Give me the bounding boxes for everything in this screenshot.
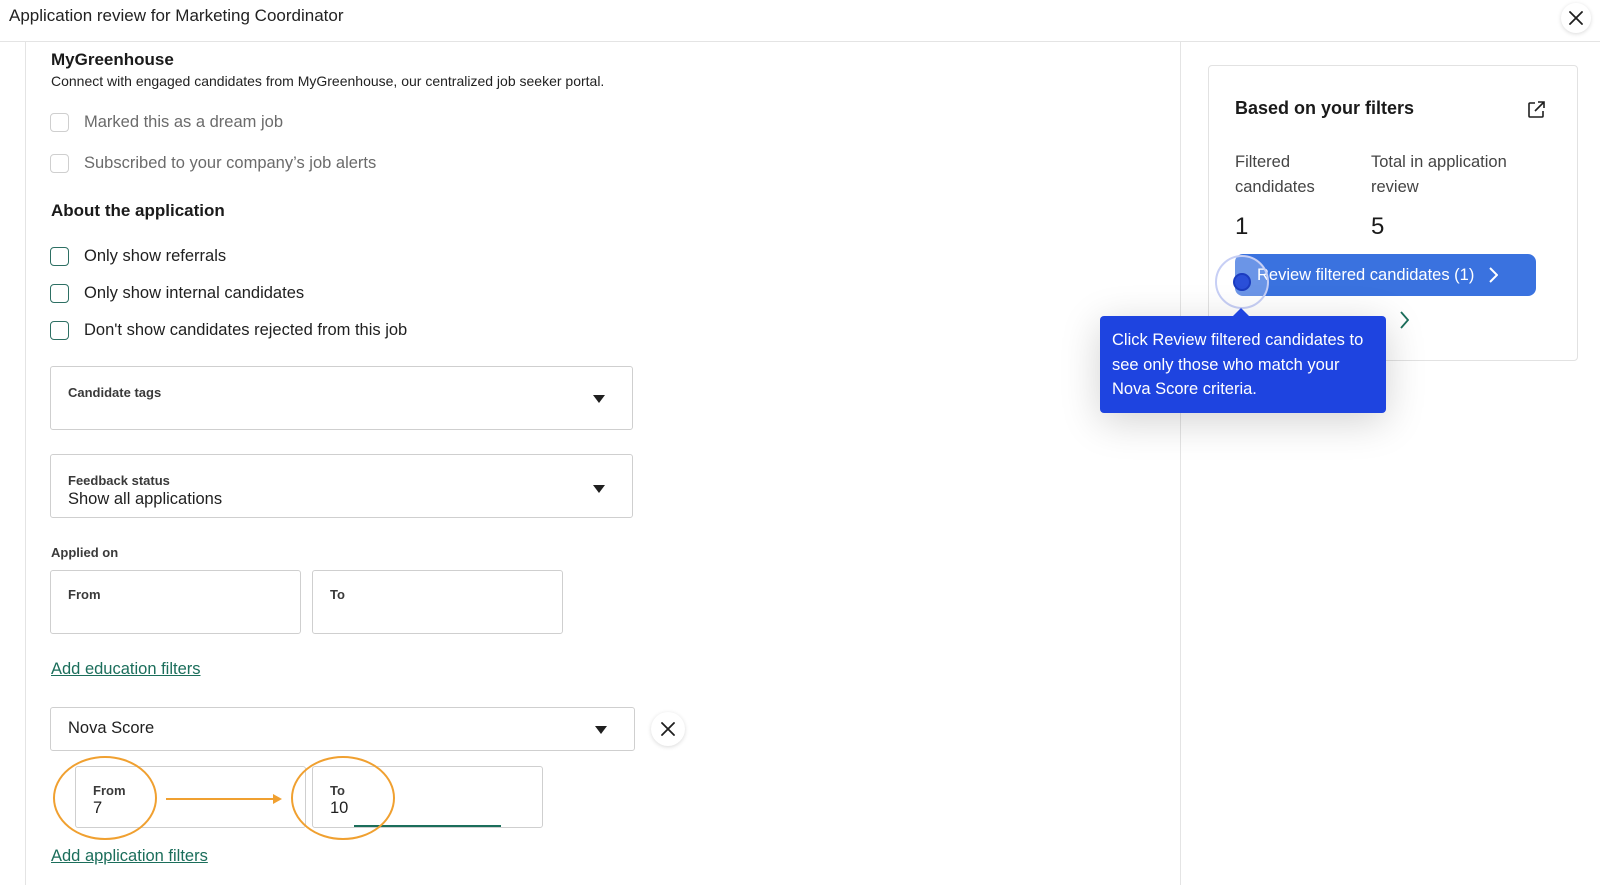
applied-on-label: Applied on — [51, 545, 119, 560]
filtered-candidates-label-line1: Filtered — [1235, 153, 1291, 171]
nova-from-input[interactable] — [75, 766, 306, 828]
rejected-candidates-label: Don't show candidates rejected from this job — [84, 320, 408, 339]
referrals-checkbox[interactable] — [50, 247, 69, 266]
filtered-candidates-label — [1235, 150, 1315, 200]
nova-from-value: 7 — [93, 799, 103, 817]
filtered-candidates-count: 1 — [1235, 213, 1249, 240]
dialog-header — [0, 0, 1600, 42]
internal-candidates-label: Only show internal candidates — [84, 283, 305, 302]
add-education-filters-link[interactable]: Add education filters — [51, 660, 201, 678]
chevron-down-icon — [593, 485, 605, 493]
left-border — [25, 42, 26, 885]
about-application-heading: About the application — [51, 201, 225, 220]
feedback-status-select[interactable] — [50, 454, 633, 518]
total-candidates-label-line2: review — [1371, 178, 1419, 196]
nova-score-select[interactable] — [50, 707, 635, 751]
tour-hotspot[interactable] — [1233, 273, 1251, 291]
focus-underline — [354, 825, 501, 827]
close-icon — [661, 722, 675, 736]
total-candidates-label-line1: Total in application — [1371, 153, 1507, 171]
chevron-down-icon — [593, 395, 605, 403]
rejected-candidates-option[interactable] — [50, 319, 407, 341]
nova-from-label: From — [93, 783, 126, 798]
nova-to-input[interactable] — [312, 766, 543, 828]
nova-to-value: 10 — [330, 799, 349, 817]
job-alerts-option[interactable] — [50, 152, 376, 174]
dream-job-option[interactable] — [50, 111, 283, 133]
tour-tooltip-text: Click Review filtered candidates to see only those who match your Nova Score criteria. — [1112, 331, 1364, 398]
nova-score-value: Nova Score — [68, 719, 155, 737]
job-alerts-checkbox[interactable] — [50, 154, 69, 173]
job-alerts-label: Subscribed to your company’s job alerts — [84, 153, 377, 172]
chevron-right-icon — [1488, 267, 1498, 283]
internal-candidates-checkbox[interactable] — [50, 284, 69, 303]
candidate-tags-select[interactable] — [50, 366, 633, 430]
remove-nova-score-button[interactable] — [651, 712, 685, 746]
referrals-option[interactable] — [50, 245, 226, 267]
chevron-down-icon[interactable] — [595, 726, 607, 734]
total-candidates-label — [1371, 150, 1507, 200]
rejected-candidates-checkbox[interactable] — [50, 321, 69, 340]
dream-job-label: Marked this as a dream job — [84, 112, 284, 131]
review-filtered-candidates-button[interactable] — [1235, 254, 1536, 296]
candidate-tags-label: Candidate tags — [68, 385, 162, 400]
filtered-candidates-label-line2: candidates — [1235, 178, 1315, 196]
close-icon — [1569, 11, 1583, 25]
close-button[interactable] — [1561, 3, 1591, 33]
total-candidates-count: 5 — [1371, 213, 1385, 240]
internal-candidates-option[interactable] — [50, 282, 304, 304]
feedback-status-label: Feedback status — [68, 473, 170, 488]
summary-card-title: Based on your filters — [1235, 98, 1415, 118]
panel-divider — [1180, 42, 1181, 885]
add-application-filters-link[interactable]: Add application filters — [51, 847, 208, 865]
referrals-label: Only show referrals — [84, 246, 227, 265]
applied-from-label: From — [68, 587, 101, 602]
dialog-title: Application review for Marketing Coordinator — [9, 6, 344, 25]
chevron-right-icon[interactable] — [1399, 311, 1409, 329]
open-external-button[interactable] — [1522, 96, 1550, 124]
feedback-status-value: Show all applications — [68, 490, 223, 508]
review-button-label: Review filtered candidates (1) — [1257, 265, 1475, 284]
external-link-icon — [1526, 100, 1546, 120]
tour-tooltip — [1100, 316, 1386, 413]
mygreenhouse-heading: MyGreenhouse — [51, 50, 174, 69]
nova-to-label: To — [330, 783, 345, 798]
applied-to-label: To — [330, 587, 345, 602]
dream-job-checkbox[interactable] — [50, 113, 69, 132]
mygreenhouse-description: Connect with engaged candidates from MyGreenhouse, our centralized job seeker portal. — [51, 73, 605, 89]
applied-from-input[interactable] — [50, 570, 301, 634]
applied-to-input[interactable] — [312, 570, 563, 634]
